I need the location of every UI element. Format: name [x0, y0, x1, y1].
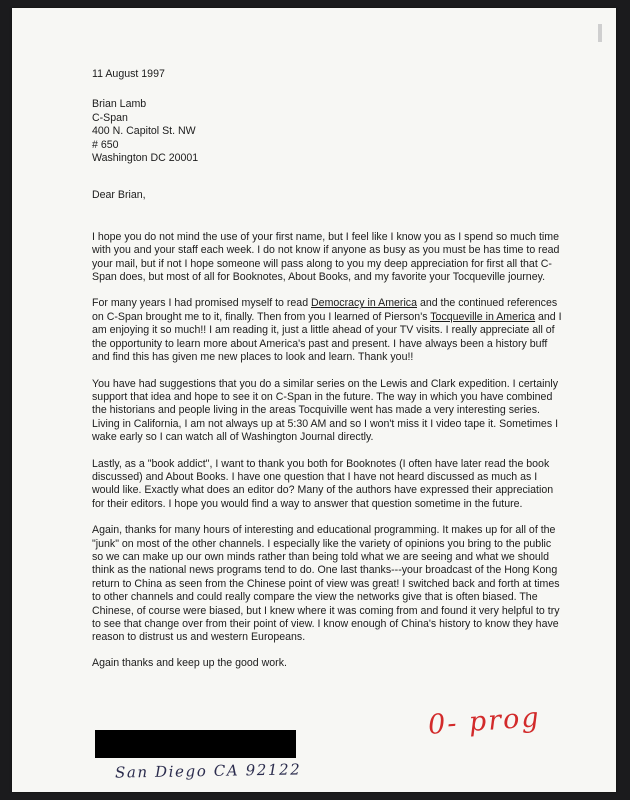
- closing-line: Again thanks and keep up the good work.: [92, 656, 287, 669]
- paragraph-1: I hope you do not mind the use of your first name, but I feel like I know you as I spend so much time with you and your staff each week. I do not know if anyone as busy as you must be has time to read your mail, but if not I hope someone will pass along to you my deep appreciation for first all that C-Span does, but most of all for Booknotes, About Books, and my favorite your Tocqueville journey.: [92, 230, 560, 284]
- paragraph-2: [92, 297, 564, 364]
- paragraph-2-text-a: For many years I had promised myself to read: [92, 297, 312, 310]
- page-corner-mark: [598, 24, 602, 42]
- book-title-democracy: Democracy in America: [311, 297, 417, 310]
- letter-date: 11 August 1997: [92, 68, 165, 80]
- redacted-signature-block: [95, 730, 296, 758]
- handwritten-return-address: San Diego CA 92122: [114, 760, 302, 782]
- paragraph-3: You have had suggestions that you do a similar series on the Lewis and Clark expedition. I certainly support that idea and hope to see it on C-Span in the future. The way in which you have combined the historians and people living in the areas Tocquiville went has made a very interesting series. Living in California, I am not always up at 5:30 AM and so I won't miss it I video tape it. Sometimes I wake early so I can watch all of Washington Journal directly.: [92, 377, 559, 444]
- paragraph-5: Again, thanks for many hours of interesting and educational programming. It makes up for all of the "junk" on most of the other channels. I especially like the variety of opinions you bring to the public so we can make up our own minds rather than being told what we are seeing and what we should think as the national news programs tend to do. One last thanks---your broadcast of the Hong Kong return to China as seen from the Chinese point of view was great! I switched back and forth at times to other channels and could really compare the view the networks give that is often biased. The Chinese, of course were biased, but I knew where it was coming from and found it very helpful to try to see that change over from their point of view. I know enough of China's history to know they have reason to distrust us and western Europeans.: [92, 524, 560, 644]
- address-line-city: Washington DC 20001: [92, 152, 199, 165]
- recipient-address: [92, 98, 564, 165]
- address-line-suite: # 650: [92, 138, 119, 151]
- address-line-street: 400 N. Capitol St. NW: [92, 125, 196, 138]
- letter-body: [92, 68, 564, 670]
- address-line-name: Brian Lamb: [92, 98, 147, 111]
- red-ink-annotation: 0- prog: [427, 702, 542, 741]
- paragraph-2-text-b: and the continued references on C-Span brought me to it, finally. Then from you I learned of Pierson's: [92, 297, 558, 323]
- address-line-org: C-Span: [92, 111, 128, 124]
- salutation: Dear Brian,: [92, 189, 146, 202]
- paragraph-4: Lastly, as a "book addict", I want to thank you both for Booknotes (I often have later read the book discussed) and About Books. I have one question that I have not heard discussed as much as I would like. Exactly what does an editor do? Many of the authors have expressed their appreciation for their editors. I hope you would find a way to answer that question sometime in the future.: [92, 457, 554, 510]
- paragraph-2-text-c: and I am enjoying it so much!! I am reading it, just a little ahead of your TV visits. I really appreciate all of the opportunity to learn more about America's past and present. I have always been a history buff and find this has given me new places to look and learn. Thank you!!: [92, 310, 562, 364]
- book-title-tocqueville: Tocqueville in America: [430, 310, 536, 323]
